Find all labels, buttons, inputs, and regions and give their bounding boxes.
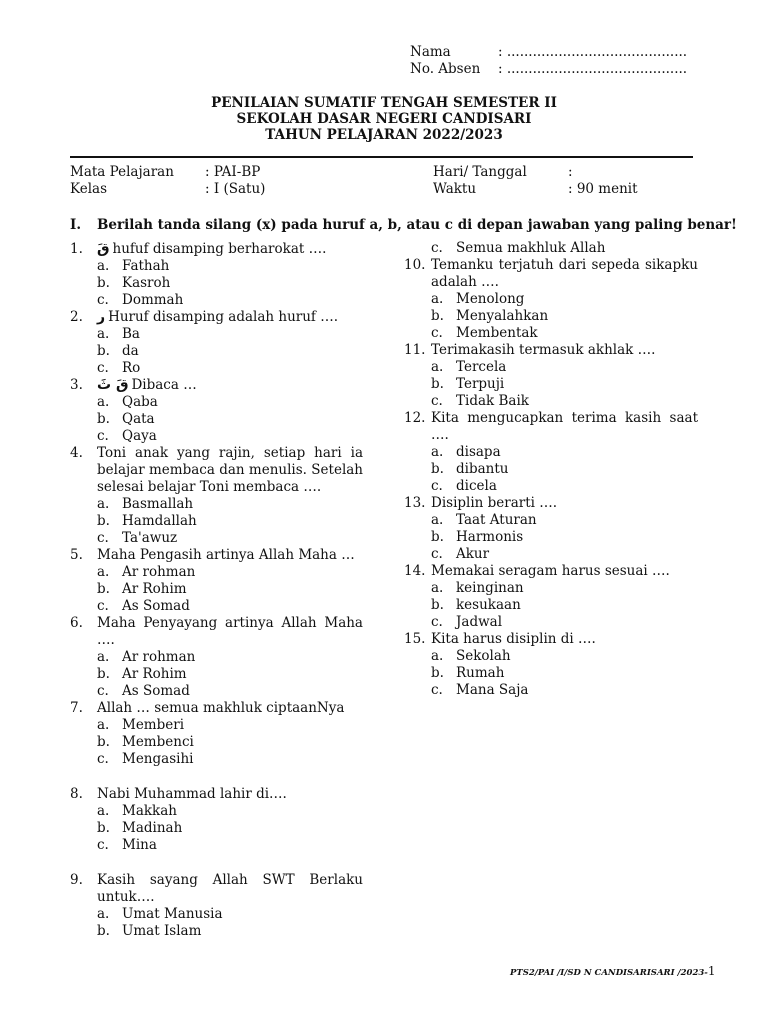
answer-option[interactable] [404, 478, 698, 495]
question-text-body: Maha Penyayang artinya Allah Maha …. [97, 615, 363, 648]
answer-option[interactable] [70, 649, 363, 666]
option-letter: b. [97, 275, 110, 291]
option-text: Tidak Baik [456, 393, 529, 409]
answer-option[interactable] [404, 444, 698, 461]
question-text-body: Huruf disamping adalah huruf …. [108, 309, 338, 325]
answer-option[interactable] [70, 734, 363, 751]
question [70, 241, 363, 258]
option-text: Umat Manusia [122, 906, 223, 922]
question-number: 8. [70, 786, 83, 802]
question [70, 786, 363, 803]
questions-left-column [70, 241, 363, 940]
option-text: Membenci [122, 734, 194, 750]
option-letter: c. [431, 325, 443, 341]
question-text [97, 547, 363, 564]
option-letter: c. [431, 546, 443, 562]
answer-option[interactable] [70, 923, 363, 940]
answer-option[interactable] [70, 666, 363, 683]
option-text: Qaba [122, 394, 158, 410]
question-text-body: Kasih sayang Allah SWT Berlaku untuk…. [97, 872, 363, 905]
option-text: Dommah [122, 292, 184, 308]
question-text [431, 342, 698, 359]
answer-option[interactable] [404, 529, 698, 546]
option-text: Qata [122, 411, 155, 427]
option-text: Ar rohman [122, 564, 196, 580]
day-value: : [568, 164, 573, 180]
title-line-1: PENILAIAN SUMATIF TENGAH SEMESTER II [211, 95, 557, 111]
answer-option[interactable] [70, 803, 363, 820]
option-letter: a. [97, 258, 110, 274]
question [404, 631, 698, 648]
answer-option[interactable] [70, 496, 363, 513]
questions-right-column [404, 240, 698, 699]
option-text: Sekolah [456, 648, 511, 664]
option-letter: a. [97, 394, 110, 410]
option-letter: c. [431, 393, 443, 409]
option-letter: b. [97, 513, 110, 529]
question-text [97, 445, 363, 496]
subject-label: Mata Pelajaran [70, 164, 174, 180]
answer-option[interactable] [70, 513, 363, 530]
name-blank: : .......................................... [498, 44, 688, 60]
question-text [431, 495, 698, 512]
answer-option[interactable] [404, 682, 698, 699]
option-letter: a. [431, 648, 444, 664]
answer-option[interactable] [404, 359, 698, 376]
option-letter: b. [97, 666, 110, 682]
answer-option[interactable] [70, 530, 363, 547]
option-text: Ta'awuz [122, 530, 178, 546]
option-text: Jadwal [456, 614, 503, 630]
option-letter: c. [431, 478, 443, 494]
answer-option[interactable] [70, 428, 363, 445]
option-text: Fathah [122, 258, 170, 274]
spacer [70, 854, 363, 872]
option-letter: a. [431, 512, 444, 528]
option-letter: b. [431, 376, 444, 392]
question-text-body: Memakai seragam harus sesuai …. [431, 563, 670, 579]
question-text-body: Allah … semua makhluk ciptaanNya [97, 700, 345, 716]
question-text [97, 241, 363, 258]
question-number: 13. [404, 495, 426, 511]
option-letter: c. [97, 598, 109, 614]
answer-option[interactable] [404, 665, 698, 682]
question [404, 257, 698, 291]
question-number: 12. [404, 410, 426, 426]
answer-option[interactable] [70, 275, 363, 292]
question-text [431, 257, 698, 291]
option-letter: a. [97, 496, 110, 512]
option-letter: a. [97, 906, 110, 922]
option-letter: a. [431, 359, 444, 375]
answer-option[interactable] [70, 598, 363, 615]
option-text: As Somad [122, 598, 190, 614]
header-divider [70, 156, 693, 158]
instruction-text: Berilah tanda silang (x) pada huruf a, b, atau c di depan jawaban yang paling benar! [97, 217, 737, 233]
question-number: 5. [70, 547, 83, 563]
option-text: Rumah [456, 665, 505, 681]
answer-option[interactable] [404, 308, 698, 325]
question-text [97, 700, 363, 717]
question-text-body: Maha Pengasih artinya Allah Maha … [97, 547, 355, 563]
answer-option[interactable] [70, 360, 363, 377]
answer-option[interactable] [70, 292, 363, 309]
answer-option[interactable] [404, 325, 698, 342]
title-line-3: TAHUN PELAJARAN 2022/2023 [265, 127, 503, 143]
subject-value: : PAI-BP [205, 164, 261, 180]
footer-code: PTS2/PAI /I/SD N CANDISARISARI /2023- [510, 968, 708, 978]
option-letter: b. [431, 308, 444, 324]
option-letter: c. [431, 614, 443, 630]
question [70, 872, 363, 906]
question [70, 445, 363, 496]
absen-blank: : .......................................... [498, 61, 688, 77]
question [404, 410, 698, 444]
option-letter: b. [431, 461, 444, 477]
page-number: 1 [707, 964, 716, 978]
question-number: 1. [70, 241, 83, 257]
answer-option[interactable] [70, 326, 363, 343]
option-text: Mana Saja [456, 682, 529, 698]
answer-option[interactable] [404, 376, 698, 393]
option-letter: a. [431, 580, 444, 596]
answer-option[interactable] [70, 258, 363, 275]
option-text: Memberi [122, 717, 185, 733]
option-text: Taat Aturan [456, 512, 537, 528]
option-text: Ar Rohim [122, 666, 187, 682]
option-text: Harmonis [456, 529, 524, 545]
option-letter: b. [431, 597, 444, 613]
question-text [97, 309, 363, 326]
option-text: kesukaan [456, 597, 521, 613]
option-text: keinginan [456, 580, 524, 596]
question-text-body: Terimakasih termasuk akhlak …. [431, 342, 656, 358]
option-letter: b. [97, 581, 110, 597]
question-text-body: Dibaca … [131, 377, 197, 393]
question-number: 11. [404, 342, 426, 358]
question [70, 547, 363, 564]
option-letter: c. [431, 682, 443, 698]
option-text: Ba [122, 326, 140, 342]
option-text: Terpuji [456, 376, 505, 392]
question-text-body: Toni anak yang rajin, setiap hari ia belajar membaca dan menulis. Setelah selesai belajar Toni membaca …. [97, 445, 363, 495]
option-letter: a. [97, 649, 110, 665]
option-text: Ro [122, 360, 141, 376]
option-letter: b. [431, 665, 444, 681]
question-text [431, 410, 698, 444]
question-text [431, 563, 698, 580]
exam-title [0, 95, 768, 143]
option-text: Hamdallah [122, 513, 197, 529]
meta-left [70, 164, 265, 198]
answer-option[interactable] [70, 581, 363, 598]
option-text: disapa [456, 444, 501, 460]
question [70, 615, 363, 649]
option-text: Mengasihi [122, 751, 194, 767]
question-number: 10. [404, 257, 426, 273]
answer-option[interactable] [70, 411, 363, 428]
option-letter: a. [97, 564, 110, 580]
day-label: Hari/ Tanggal [433, 164, 527, 180]
answer-option[interactable] [70, 820, 363, 837]
option-text: Akur [456, 546, 490, 562]
option-text: dicela [456, 478, 497, 494]
question-number: 3. [70, 377, 83, 393]
answer-option[interactable] [404, 461, 698, 478]
answer-option[interactable] [404, 240, 698, 257]
answer-option[interactable] [70, 717, 363, 734]
option-letter: c. [431, 240, 443, 256]
page-footer [510, 964, 715, 978]
question-text [431, 631, 698, 648]
option-letter: b. [97, 734, 110, 750]
section-instruction [70, 217, 737, 233]
section-number: I. [70, 217, 82, 233]
option-letter: b. [97, 411, 110, 427]
option-letter: a. [431, 291, 444, 307]
option-text: Makkah [122, 803, 177, 819]
meta-right [433, 164, 638, 198]
answer-option[interactable] [70, 564, 363, 581]
question-number: 6. [70, 615, 83, 631]
name-label: Nama [410, 44, 451, 60]
answer-option[interactable] [70, 906, 363, 923]
question-number: 14. [404, 563, 426, 579]
question-number: 9. [70, 872, 83, 888]
question [404, 495, 698, 512]
spacer [70, 768, 363, 786]
option-letter: b. [97, 820, 110, 836]
option-text: Menyalahkan [456, 308, 549, 324]
option-letter: c. [97, 837, 109, 853]
answer-option[interactable] [70, 837, 363, 854]
answer-option[interactable] [404, 512, 698, 529]
option-text: Madinah [122, 820, 183, 836]
option-text: Mina [122, 837, 157, 853]
answer-option[interactable] [404, 648, 698, 665]
name-row [410, 44, 687, 61]
option-text: Menolong [456, 291, 525, 307]
option-letter: c. [97, 530, 109, 546]
option-text: dibantu [456, 461, 509, 477]
answer-option[interactable] [404, 614, 698, 631]
arabic-letter: قَ [97, 241, 110, 257]
answer-option[interactable] [404, 291, 698, 308]
option-text: da [122, 343, 139, 359]
question-text-body: hufuf disamping berharokat …. [112, 241, 327, 257]
option-letter: c. [97, 683, 109, 699]
arabic-letter: قَ ثَ [97, 377, 129, 393]
option-letter: c. [97, 428, 109, 444]
time-label: Waktu [433, 181, 477, 197]
option-letter: a. [97, 803, 110, 819]
absen-row [410, 61, 687, 78]
answer-option[interactable] [70, 683, 363, 700]
title-line-2: SEKOLAH DASAR NEGERI CANDISARI [236, 111, 532, 127]
answer-option[interactable] [70, 394, 363, 411]
question-text-body: Nabi Muhammad lahir di…. [97, 786, 287, 802]
question-number: 7. [70, 700, 83, 716]
class-label: Kelas [70, 181, 108, 197]
question [404, 342, 698, 359]
answer-option[interactable] [404, 393, 698, 410]
absen-label: No. Absen [410, 61, 481, 77]
option-text: Qaya [122, 428, 157, 444]
option-text: Ar Rohim [122, 581, 187, 597]
question [70, 377, 363, 394]
option-text: Tercela [456, 359, 507, 375]
option-text: Ar rohman [122, 649, 196, 665]
question-text-body: Kita harus disiplin di …. [431, 631, 596, 647]
option-letter: c. [97, 292, 109, 308]
option-letter: a. [97, 326, 110, 342]
option-text: Umat Islam [122, 923, 202, 939]
question-text [97, 615, 363, 649]
question-number: 2. [70, 309, 83, 325]
question-number: 4. [70, 445, 83, 461]
option-letter: a. [431, 444, 444, 460]
option-letter: c. [97, 360, 109, 376]
student-identity [410, 44, 687, 78]
answer-option[interactable] [404, 546, 698, 563]
question [70, 309, 363, 326]
option-text: Semua makhluk Allah [456, 240, 606, 256]
question [404, 563, 698, 580]
class-value: : I (Satu) [205, 181, 266, 197]
option-text: Kasroh [122, 275, 171, 291]
question-text-body: Kita mengucapkan terima kasih saat …. [431, 410, 698, 443]
question-text-body: Temanku terjatuh dari sepeda sikapku adalah …. [431, 257, 698, 290]
answer-option[interactable] [404, 580, 698, 597]
question [70, 700, 363, 717]
option-letter: c. [97, 751, 109, 767]
answer-option[interactable] [404, 597, 698, 614]
question-number: 15. [404, 631, 426, 647]
question-text [97, 377, 363, 394]
option-letter: b. [97, 343, 110, 359]
option-text: Membentak [456, 325, 538, 341]
option-letter: a. [97, 717, 110, 733]
arabic-letter: ر [97, 309, 106, 325]
option-text: As Somad [122, 683, 190, 699]
question-text-body: Disiplin berarti …. [431, 495, 558, 511]
answer-option[interactable] [70, 343, 363, 360]
option-letter: b. [97, 923, 110, 939]
option-letter: b. [431, 529, 444, 545]
option-text: Basmallah [122, 496, 194, 512]
question-text [97, 872, 363, 906]
question-text [97, 786, 363, 803]
answer-option[interactable] [70, 751, 363, 768]
time-value: : 90 menit [568, 181, 638, 197]
